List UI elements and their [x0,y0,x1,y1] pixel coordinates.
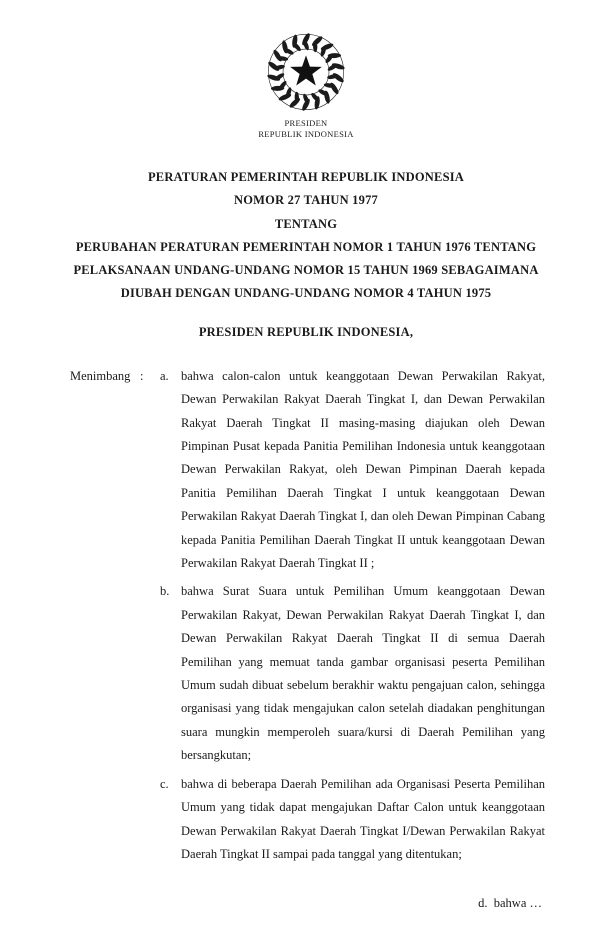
letterhead-republik-indonesia: REPUBLIK INDONESIA [258,129,354,139]
catchword-next-page: d. bahwa … [478,896,542,910]
letterhead-presiden: PRESIDEN [284,118,328,128]
consideration-items [160,365,545,872]
item-text: bahwa calon-calon untuk keanggotaan Dewan Perwakilan Rakyat, Dewan Perwakilan Rakyat Daerah Tingkat I, dan Dewan Perwakilan Rakyat Daerah Tingkat II masing-masing diajukan oleh Dewan Pimpinan Pusat kepada Panitia Pemilihan Indonesia untuk keanggotaan Dewan Perwakilan Rakyat, oleh Dewan Pimpinan Daerah kepada Panitia Pemilihan Daerah Tingkat I untuk keanggotaan Dewan Perwakilan Rakyat Daerah Tingkat I, dan oleh Dewan Pimpinan Cabang kepada Panitia Pemilihan Daerah Tingkat II untuk keanggotaan Dewan Perwakilan Rakyat Daerah Tingkat II ; [181,368,545,571]
title-line-5: PELAKSANAAN UNDANG-UNDANG NOMOR 15 TAHUN 1969 SEBAGAIMANA [73,263,539,278]
title-line-6: DIUBAH DENGAN UNDANG-UNDANG NOMOR 4 TAHUN 1975 [120,286,492,301]
title-line-4: PERUBAHAN PERATURAN PEMERINTAH NOMOR 1 TAHUN 1976 TENTANG [75,239,537,254]
salutation: PRESIDEN REPUBLIK INDONESIA, [198,324,414,339]
menimbang-colon: : [140,368,144,383]
consideration-item-a [160,365,545,576]
title-line-1: PERATURAN PEMERINTAH REPUBLIK INDONESIA [147,170,465,184]
item-marker: a. [160,368,169,383]
consideration-item-c [160,773,545,867]
item-text: bahwa Surat Suara untuk Pemilihan Umum keanggotaan Dewan Perwakilan Rakyat, Dewan Perwakilan Rakyat Daerah Tingkat I, dan Dewan Perwakilan Rakyat Daerah Tingkat II di semua Daerah Pemilihan yang memuat tanda gambar organisasi peserta Pemilihan Umum sudah dibuat sebelum berakhir waktu pengajuan calon, sehingga organisasi yang tidak mengajukan calon setelah diadakan penghitungan suara mungkin memperoleh suara/kursi di Daerah Pemilihan yang bersangkutan; [181,584,545,763]
title-line-2: NOMOR 27 TAHUN 1977 [234,193,378,208]
regulation-title [0,166,612,306]
letterhead [0,118,612,140]
title-line-3: TENTANG [274,216,338,231]
item-marker: c. [160,776,169,791]
menimbang-label: Menimbang [70,368,131,383]
consideration-item-b [160,580,545,767]
item-text: bahwa di beberapa Daerah Pemilihan ada Organisasi Peserta Pemilihan Umum yang tidak dapat mengajukan Daftar Calon untuk keanggotaan Dewan Perwakilan Rakyat Daerah Tingkat I/Dewan Perwakilan Rakyat Daerah Tingkat II sampai pada tanggal yang ditentukan; [181,776,545,861]
item-marker: b. [160,584,170,599]
presidential-seal-icon [262,28,350,116]
menimbang-section [70,365,545,872]
